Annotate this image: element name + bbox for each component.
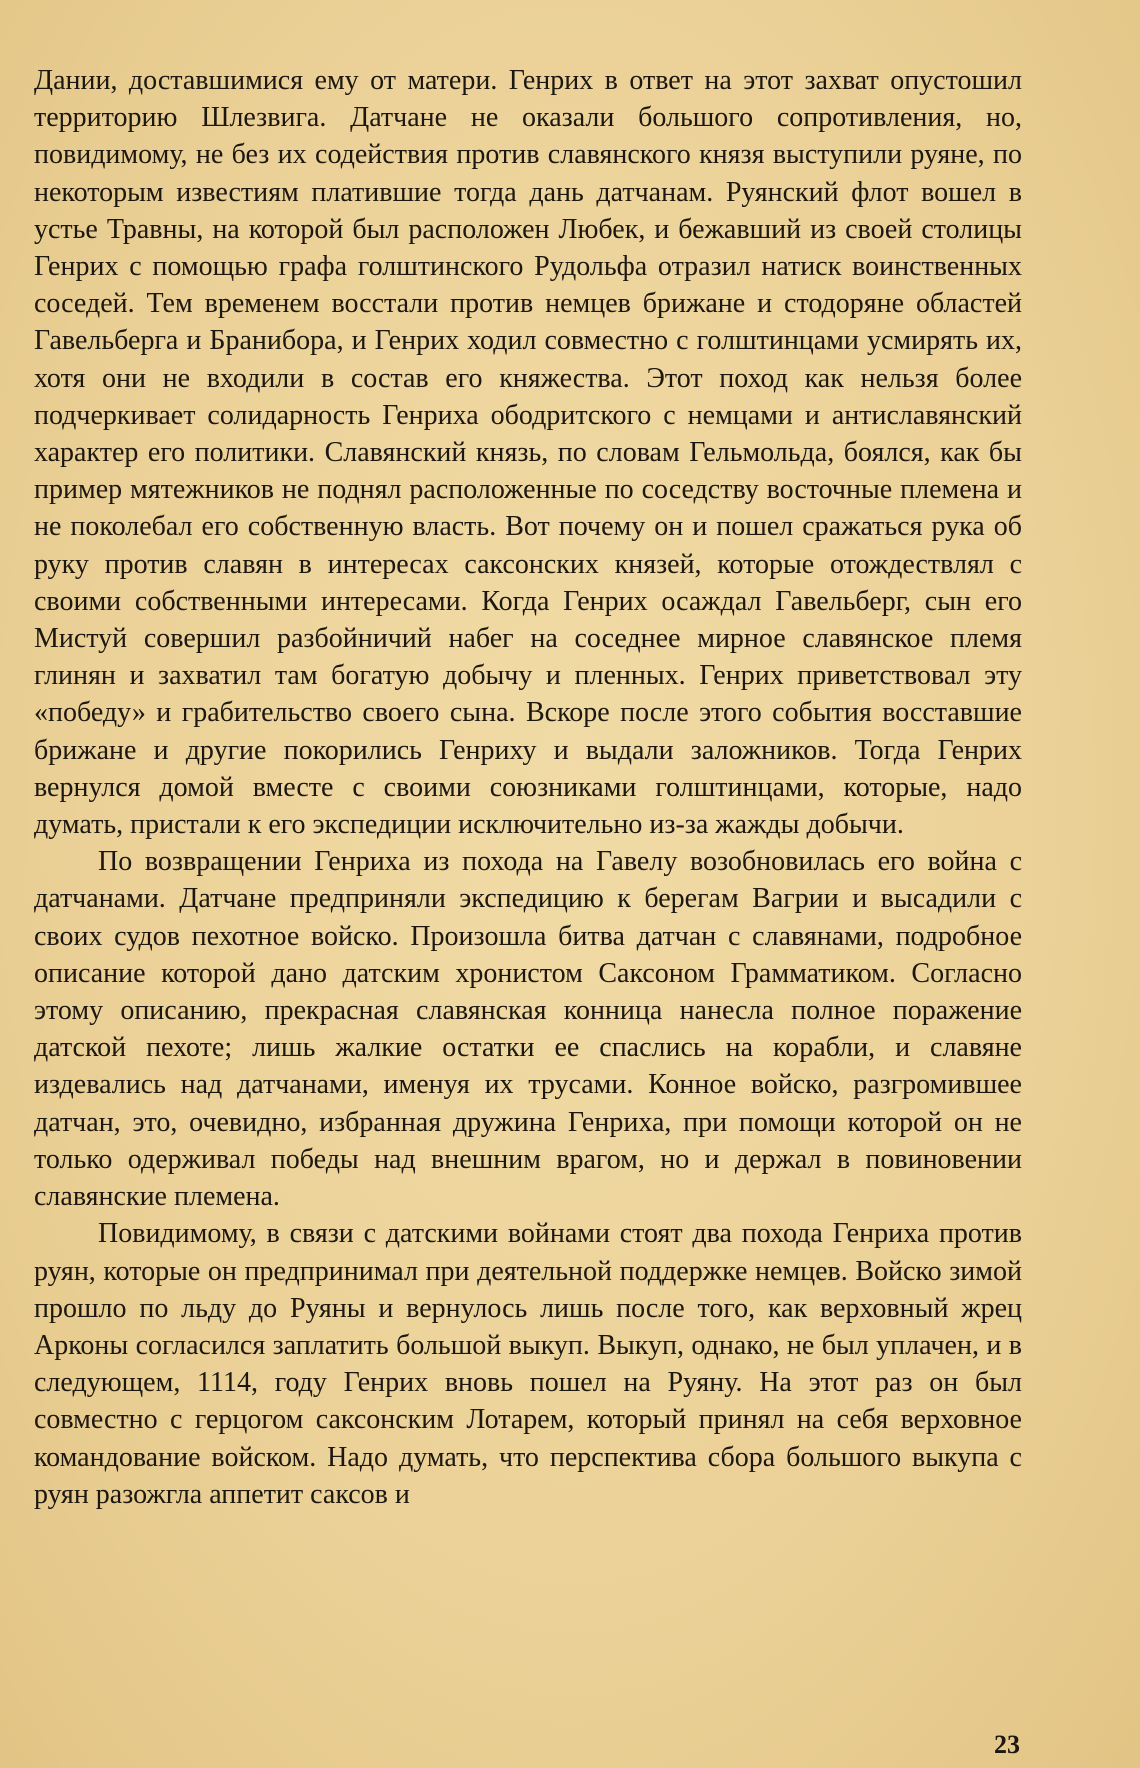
paragraph-3: Повидимому, в связи с датскими войнами стоят два похода Генриха против руян, которые он предпринимал при деятельной поддержке немцев. Войско зимой прошло по льду до Руяны и вернулось лишь после того, как верховный жрец Арконы согласился заплатить большой выкуп. Выкуп, однако, не был уплачен, и в следующем, 1114, году Генрих вновь пошел на Руяну. На этот раз он был совместно с герцогом саксонским Лотарем, который принял на себя верховное командование войском. Надо думать, что перспектива сбора большого выкупа с руян разожгла аппетит саксов и: [34, 1218, 1022, 1510]
paragraph-1: Дании, доставшимися ему от матери. Генрих в ответ на этот захват опустошил территорию Шлезвига. Датчане не оказали большого сопротивления, но, повидимому, не без их содействия против славянского князя выступили руяне, по некоторым известиям платившие тогда дань датчанам. Руянский флот вошел в устье Травны, на которой был расположен Любек, и бежавший из своей столицы Генрих с помощью графа голштинского Рудольфа отразил натиск воинственных соседей. Тем временем восстали против немцев брижане и стодоряне областей Гавельберга и Бранибора, и Генрих ходил совместно с голштинцами усмирять их, хотя они не входили в состав его княжества. Этот поход как нельзя более подчеркивает солидарность Генриха ободритского с немцами и антиславянский характер его политики. Славянский князь, по словам Гельмольда, боялся, как бы пример мятежников не поднял расположенные по соседству восточные племена и не поколебал его собственную власть. Вот почему он и пошел сражаться рука об руку против славян в интересах саксонских князей, которые отождествлял с своими собственными интересами. Когда Генрих осаждал Гавельберг, сын его Мистуй совершил разбойничий набег на соседнее мирное славянское племя глинян и захватил там богатую добычу и пленных. Генрих приветствовал эту «победу» и грабительство своего сына. Вскоре после этого события восставшие брижане и другие покорились Генриху и выдали заложников. Тогда Генрих вернулся домой вместе с своими союзниками голштинцами, которые, надо думать, пристали к его экспедиции исключительно из-за жажды добычи.: [34, 65, 1022, 841]
paragraph-2: По возвращении Генриха из похода на Гавелу возобновилась его война с датчанами. Датчане предприняли экспедицию к берегам Вагрии и высадили с своих судов пехотное войско. Произошла битва датчан с славянами, подробное описание которой дано датским хронистом Саксоном Грамматиком. Согласно этому описанию, прекрасная славянская конница нанесла полное поражение датской пехоте; лишь жалкие остатки ее спаслись на корабли, и славяне издевались над датчанами, именуя их трусами. Конное войско, разгромившее датчан, это, очевидно, избранная дружина Генриха, при помощи которой он не только одерживал победы над внешним врагом, но и держал в повиновении славянские племена.: [34, 846, 1022, 1213]
page-number: 23: [994, 1730, 1020, 1759]
document-page: [34, 62, 1022, 1752]
